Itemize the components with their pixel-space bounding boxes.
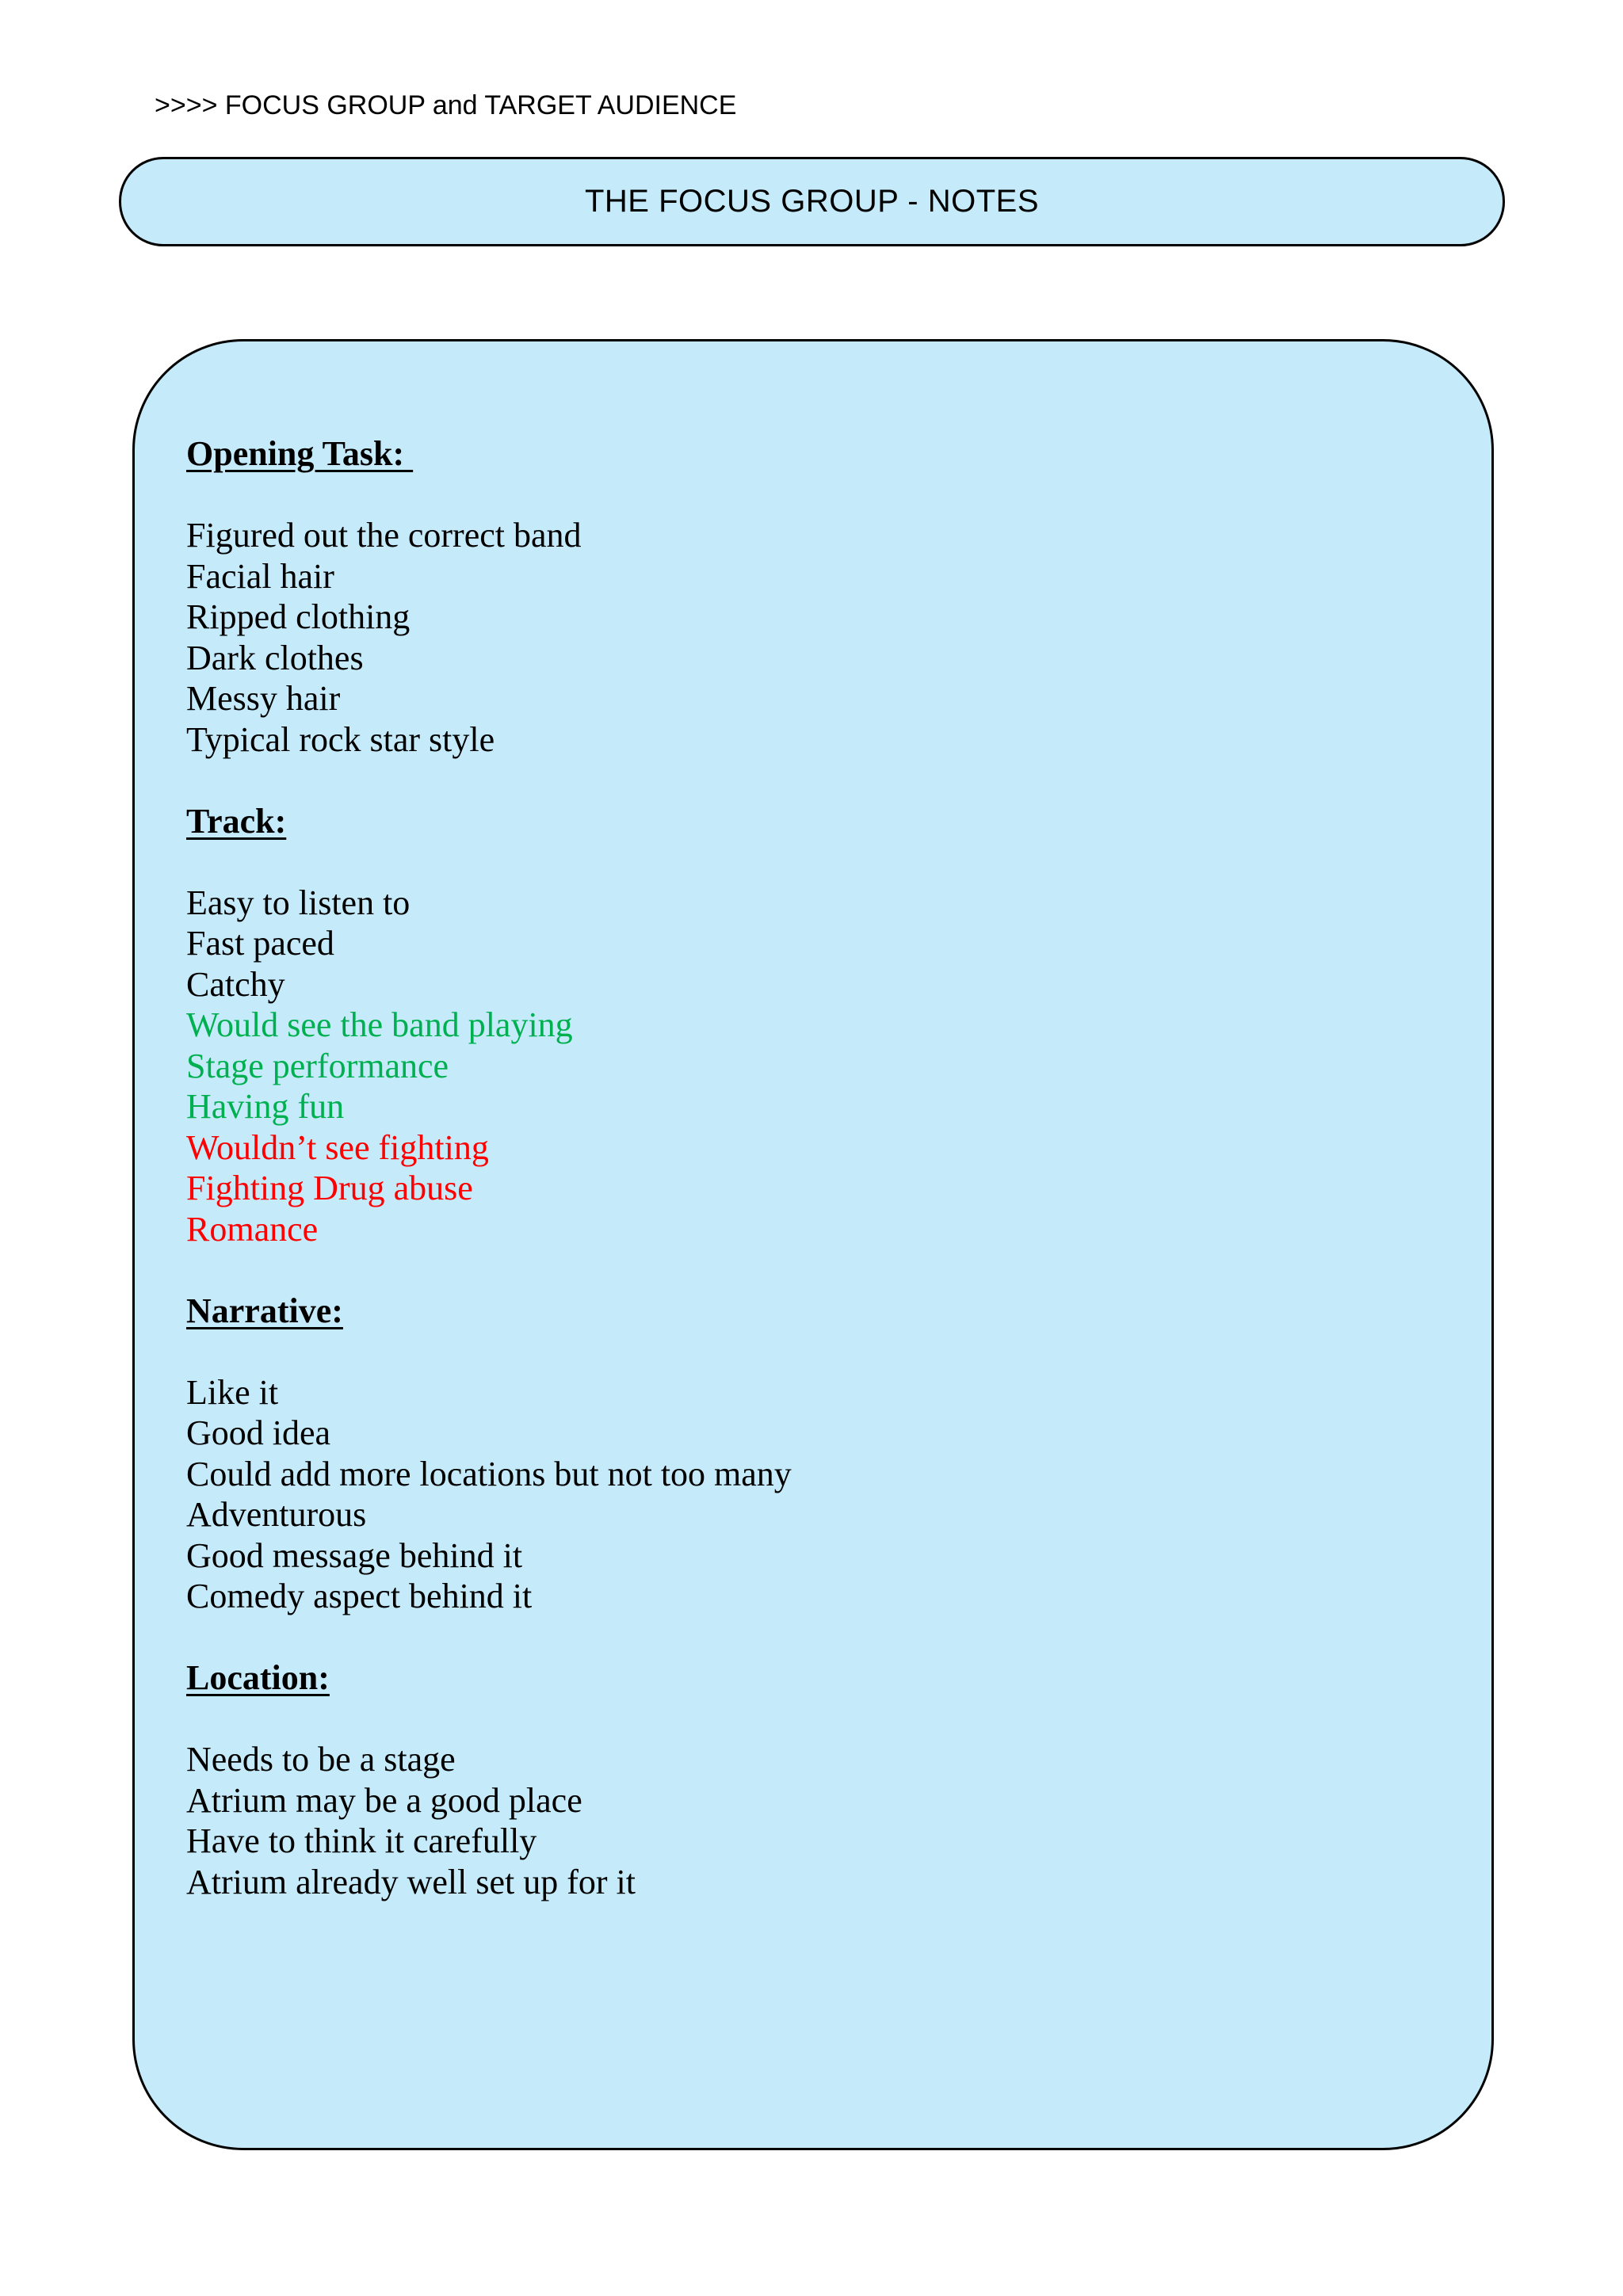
note-line: Facial hair: [186, 556, 334, 596]
note-line: Good idea: [186, 1413, 331, 1452]
section-heading: Location:: [186, 1658, 330, 1697]
note-line: Fast paced: [186, 924, 334, 963]
note-line: Ripped clothing: [186, 597, 411, 636]
section-heading: Track:: [186, 801, 287, 841]
note-line: Messy hair: [186, 679, 341, 718]
note-line-positive: Would see the band playing: [186, 1005, 573, 1044]
section-location: [186, 1657, 792, 1902]
section-opening-task: [186, 433, 792, 760]
note-line: Typical rock star style: [186, 719, 495, 759]
title-banner: [119, 157, 1505, 246]
note-line-negative: Romance: [186, 1209, 319, 1249]
note-line-negative: Fighting Drug abuse: [186, 1169, 473, 1207]
note-line: Needs to be a stage: [186, 1740, 456, 1779]
note-line: Dark clothes: [186, 638, 364, 677]
page-title: THE FOCUS GROUP - NOTES: [584, 184, 1040, 219]
note-line: Atrium may be a good place: [186, 1780, 582, 1820]
note-line-positive: Having fun: [186, 1087, 345, 1126]
section-narrative: [186, 1291, 792, 1617]
note-line-positive: Stage performance: [186, 1046, 449, 1085]
section-heading: Opening Task:: [186, 434, 414, 473]
note-line: Easy to listen to: [186, 883, 411, 922]
note-line: Like it: [186, 1372, 279, 1412]
note-line: Adventurous: [186, 1495, 367, 1534]
section-heading: Narrative:: [186, 1291, 343, 1330]
notes-content: [186, 433, 792, 1902]
note-line: Comedy aspect behind it: [186, 1577, 533, 1615]
note-line: Atrium already well set up for it: [186, 1862, 636, 1901]
note-line: Could add more locations but not too many: [186, 1454, 792, 1493]
notes-panel: [132, 339, 1494, 2150]
note-line: Catchy: [186, 964, 285, 1004]
breadcrumb: >>>> FOCUS GROUP and TARGET AUDIENCE: [155, 90, 737, 120]
note-line-negative: Wouldn’t see fighting: [186, 1127, 489, 1167]
section-track: [186, 801, 792, 1250]
note-line: Have to think it carefully: [186, 1821, 537, 1860]
note-line: Good message behind it: [186, 1535, 523, 1575]
note-line: Figured out the correct band: [186, 516, 582, 555]
